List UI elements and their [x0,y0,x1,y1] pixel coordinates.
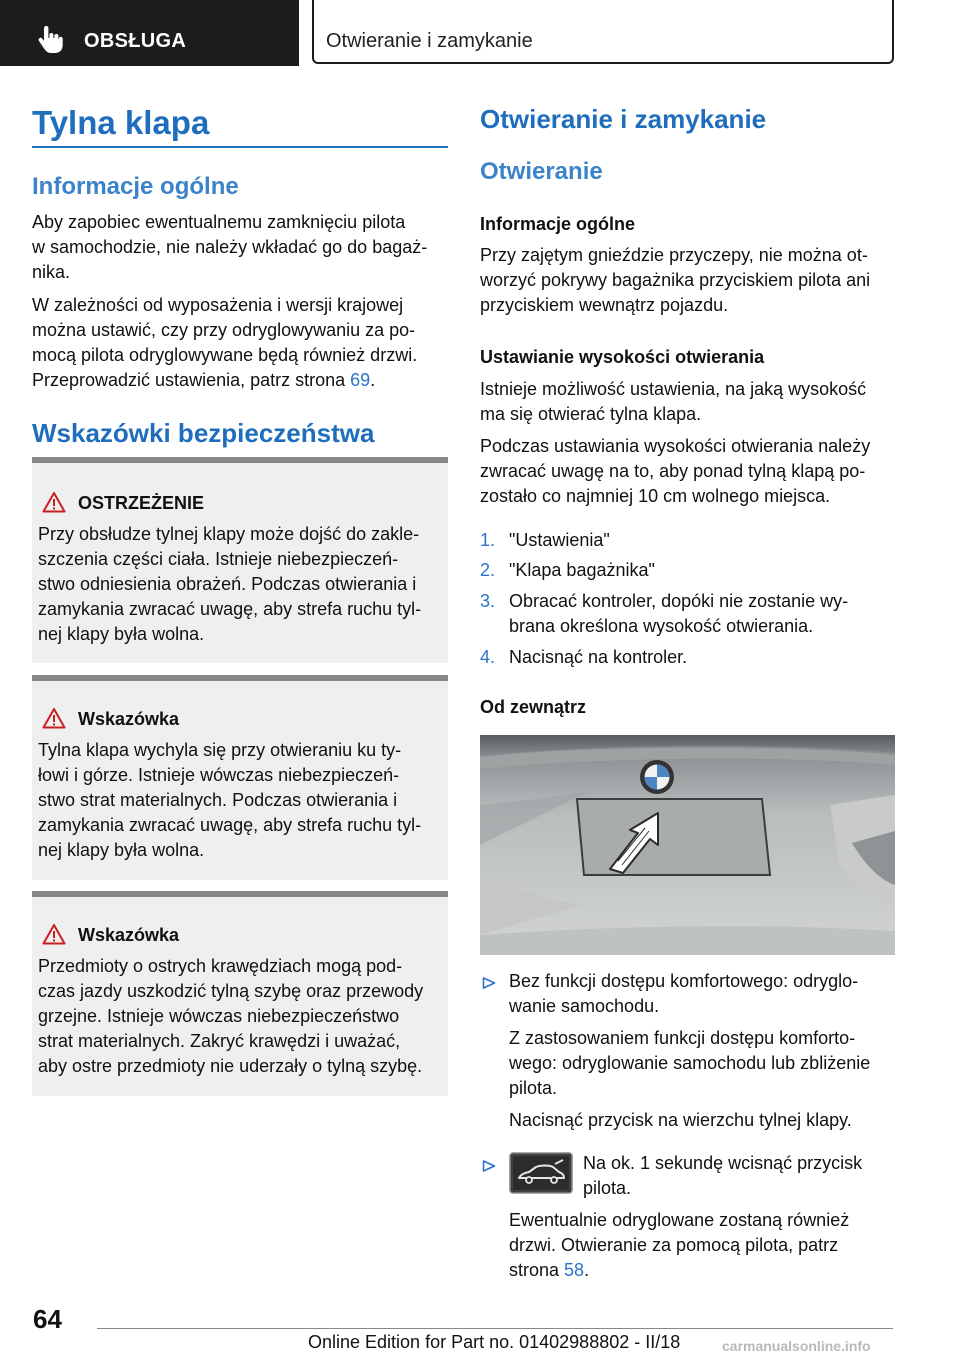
warning-line: zamykania zwracać uwagę, aby strefa ruchu tyl‐ [38,599,422,619]
chapter-label: Otwieranie i zamykanie [326,30,533,52]
warning-line: Przy obsłudze tylnej klapy może dojść do zakle‐ [38,524,420,544]
page-header [0,0,960,66]
note-title: Wskazówka [78,925,180,945]
warning-line: stwo odniesienia obrażeń. Podczas otwierania i [38,574,417,594]
note-line: stwo strat materialnych. Podczas otwierania i [38,790,398,810]
step-number: 1. [480,530,496,550]
section-title: Otwieranie i zamykanie [480,104,767,134]
watermark: carmanualsonline.info [722,1338,871,1354]
opening-height-line: Istnieje możliwość ustawienia, na jaką wysokość [480,379,867,399]
bullet-text: Na ok. 1 sekundę wcisnąć przycisk [583,1153,863,1173]
triangle-arrow-icon [482,1159,496,1173]
bullet-text: wego: odryglowanie samochodu lub zbliżenie [509,1053,871,1073]
trunk-lid-photo [480,735,895,955]
edition-info: Online Edition for Part no. 01402988802 - II/18 [308,1332,681,1352]
opening-height-note: Podczas ustawiania wysokości otwierania należy [480,436,871,456]
warning-line: nej klapy była wolna. [38,624,205,644]
note-line: czas jazdy uszkodzić tylną szybę oraz przewody [38,981,424,1001]
opening-height-heading: Ustawianie wysokości otwierania [480,347,765,367]
warning-title: OSTRZEŻENIE [78,493,205,513]
general-info-heading: Informacje ogólne [32,173,239,200]
note-title: Wskazówka [78,709,180,729]
bullet-text: Nacisnąć przycisk na wierzchu tylnej klapy. [509,1110,852,1130]
subsection-title: Otwieranie [480,158,603,185]
bullet-text: pilota. [583,1178,632,1198]
step-text: Obracać kontroler, dopóki nie zostanie wy‐ [509,591,849,611]
opening-height-note: zwracać uwagę na to, aby ponad tylną klapą po‐ [480,461,866,481]
step-text: "Ustawienia" [509,530,610,550]
step-number: 4. [480,647,496,667]
general-info-line: worzyć pokrywy bagażnika przyciskiem pilota ani [480,270,871,290]
general-info-line: przyciskiem wewnątrz pojazdu. [480,295,729,315]
note-line: Tylna klapa wychyla się przy otwieraniu ku ty‐ [38,740,402,760]
equipment-line: można ustawić, czy przy odryglowywaniu za po‐ [32,320,416,340]
note-line: zamykania zwracać uwagę, aby strefa ruchu tyl‐ [38,815,422,835]
bullet-text: Z zastosowaniem funkcji dostępu komforto‐ [509,1028,856,1048]
note-box [32,891,448,1096]
warning-triangle-icon [42,923,66,945]
car-trunk-button-icon [509,1152,573,1194]
equipment-line: mocą pilota odryglowywane będą również drzwi. [32,345,418,365]
step-number: 2. [480,560,496,580]
bullet-text: drzwi. Otwieranie za pomocą pilota, patrz [509,1235,839,1255]
step-number: 3. [480,591,496,611]
warning-box [32,457,448,663]
note-line: Przedmioty o ostrych krawędziach mogą pod‐ [38,956,403,976]
footer-divider [97,1328,893,1329]
note-line: łowi i górze. Istnieje wówczas niebezpieczeń‐ [38,765,400,785]
note-line: grzejne. Istnieje wówczas niebezpieczeństwo [38,1006,400,1026]
opening-height-note: zostało co najmniej 10 cm wolnego miejsca. [480,486,831,506]
note-line: nej klapy była wolna. [38,840,205,860]
note-line: strat materialnych. Zakryć krawędzi i uważać, [38,1031,401,1051]
safety-heading: Wskazówki bezpieczeństwa [32,418,375,448]
outside-heading: Od zewnątrz [480,697,587,717]
bullet-text: wanie samochodu. [509,996,660,1016]
general-info-line: Przy zajętym gnieździe przyczepy, nie można ot‐ [480,245,868,265]
warning-triangle-icon [42,491,66,513]
bullet-text: strona 58. [509,1260,590,1280]
title-divider [32,146,448,148]
note-box [32,675,448,880]
warning-triangle-icon [42,707,66,729]
note-line: aby ostre przedmioty nie uderzały o tylną szybę. [38,1056,423,1076]
bullet-text: Ewentualnie odryglowane zostaną również [509,1210,850,1230]
triangle-arrow-icon [482,976,496,990]
hand-pointer-icon [38,26,64,54]
equipment-line: W zależności od wyposażenia i wersji krajowej [32,295,404,315]
page-link[interactable]: 58 [564,1260,585,1280]
step-text: "Klapa bagażnika" [509,560,655,580]
general-info-line: w samochodzie, nie należy wkładać go do bagaż‐ [32,237,428,257]
step-text: brana określona wysokość otwierania. [509,616,814,636]
page-link[interactable]: 69 [350,370,371,390]
warning-line: szczenia części ciała. Istnieje niebezpieczeń‐ [38,549,399,569]
bullet-text: Bez funkcji dostępu komfortowego: odryglo‐ [509,971,859,991]
bullet-text: pilota. [509,1078,558,1098]
step-text: Nacisnąć na kontroler. [509,647,688,667]
opening-height-line: ma się otwierać tylna klapa. [480,404,702,424]
chapter-tab[interactable] [312,0,894,64]
general-info-line: nika. [32,262,71,282]
page-title: Tylna klapa [32,104,210,141]
section-tab[interactable] [0,0,299,66]
general-info-line: Aby zapobiec ewentualnemu zamknięciu pilota [32,212,406,232]
general-info-heading: Informacje ogólne [480,214,636,234]
page-number: 64 [33,1304,62,1334]
equipment-line: Przeprowadzić ustawienia, patrz strona 69. [32,370,376,390]
section-label: OBSŁUGA [84,30,187,52]
